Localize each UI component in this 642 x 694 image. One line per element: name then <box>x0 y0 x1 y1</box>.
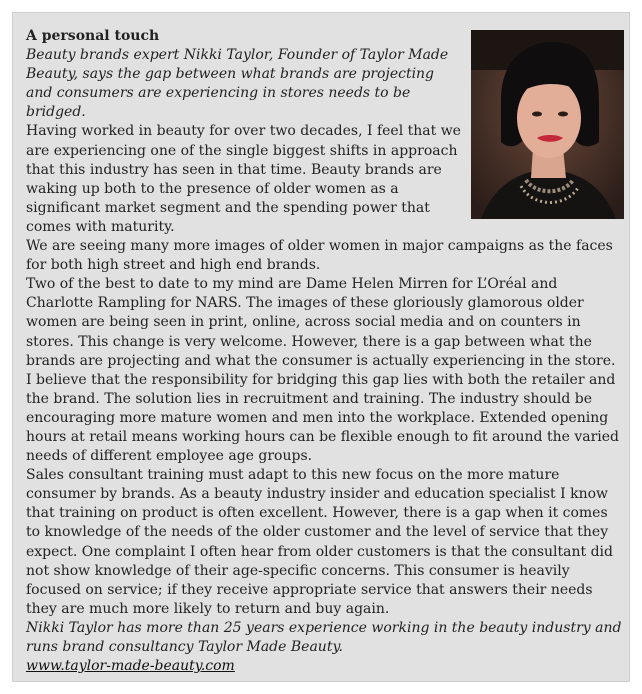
article-paragraph: Sales consultant training must adapt to this new focus on the more mature consumer by brands. As a beauty industry insider and education specialist I know that training on product is often excellent. However, there is a gap when it comes to knowledge of the needs of the older customer and the level of service that they expect. One complaint I often hear from older customers is that the consultant did not show knowledge of their age-specific concerns. This consumer is heavily focused on service; if they receive appropriate service that answers their needs they are much more likely to return and buy again. <box>26 467 613 617</box>
website-link[interactable]: www.taylor-made-beauty.com <box>26 658 235 675</box>
portrait-photo <box>471 30 624 219</box>
article-paragraph: We are seeing many more images of older women in major campaigns as the faces for both high street and high end brands. <box>26 238 613 274</box>
article-paragraph: Having worked in beauty for over two decades, I feel that we are experiencing one of the single biggest shifts in approach that this industry has seen in that time. Beauty brands are waking up both to the presence of older women as a significant market segment and the spending power that comes with maturity. <box>26 123 461 235</box>
author-bio: Nikki Taylor has more than 25 years experience working in the beauty industry and runs brand consultancy Taylor Made Beauty. <box>26 619 622 655</box>
article-paragraph: I believe that the responsibility for bridging this gap lies with both the retailer and the brand. The solution lies in recruitment and training. The industry should be encouraging more mature women and men into the workplace. Extended opening hours at retail means working hours can be flexible enough to fit around the varied needs of different employee age groups. <box>26 371 619 465</box>
article-intro: Beauty brands expert Nikki Taylor, Founder of Taylor Made Beauty, says the gap between what brands are projecting and consumers are experiencing in stores needs to be bridged. <box>26 47 449 121</box>
article-panel <box>12 12 630 682</box>
article-title: A personal touch <box>26 28 160 44</box>
article-content <box>26 27 624 676</box>
article-paragraph: Two of the best to date to my mind are Dame Helen Mirren for L’Oréal and Charlotte Rampling for NARS. The images of these gloriously glamorous older women are being seen in print, online, across social media and on counters in stores. This change is very welcome. However, there is a gap between what the brands are projecting and what the consumer is actually experiencing in the store. <box>26 276 616 369</box>
